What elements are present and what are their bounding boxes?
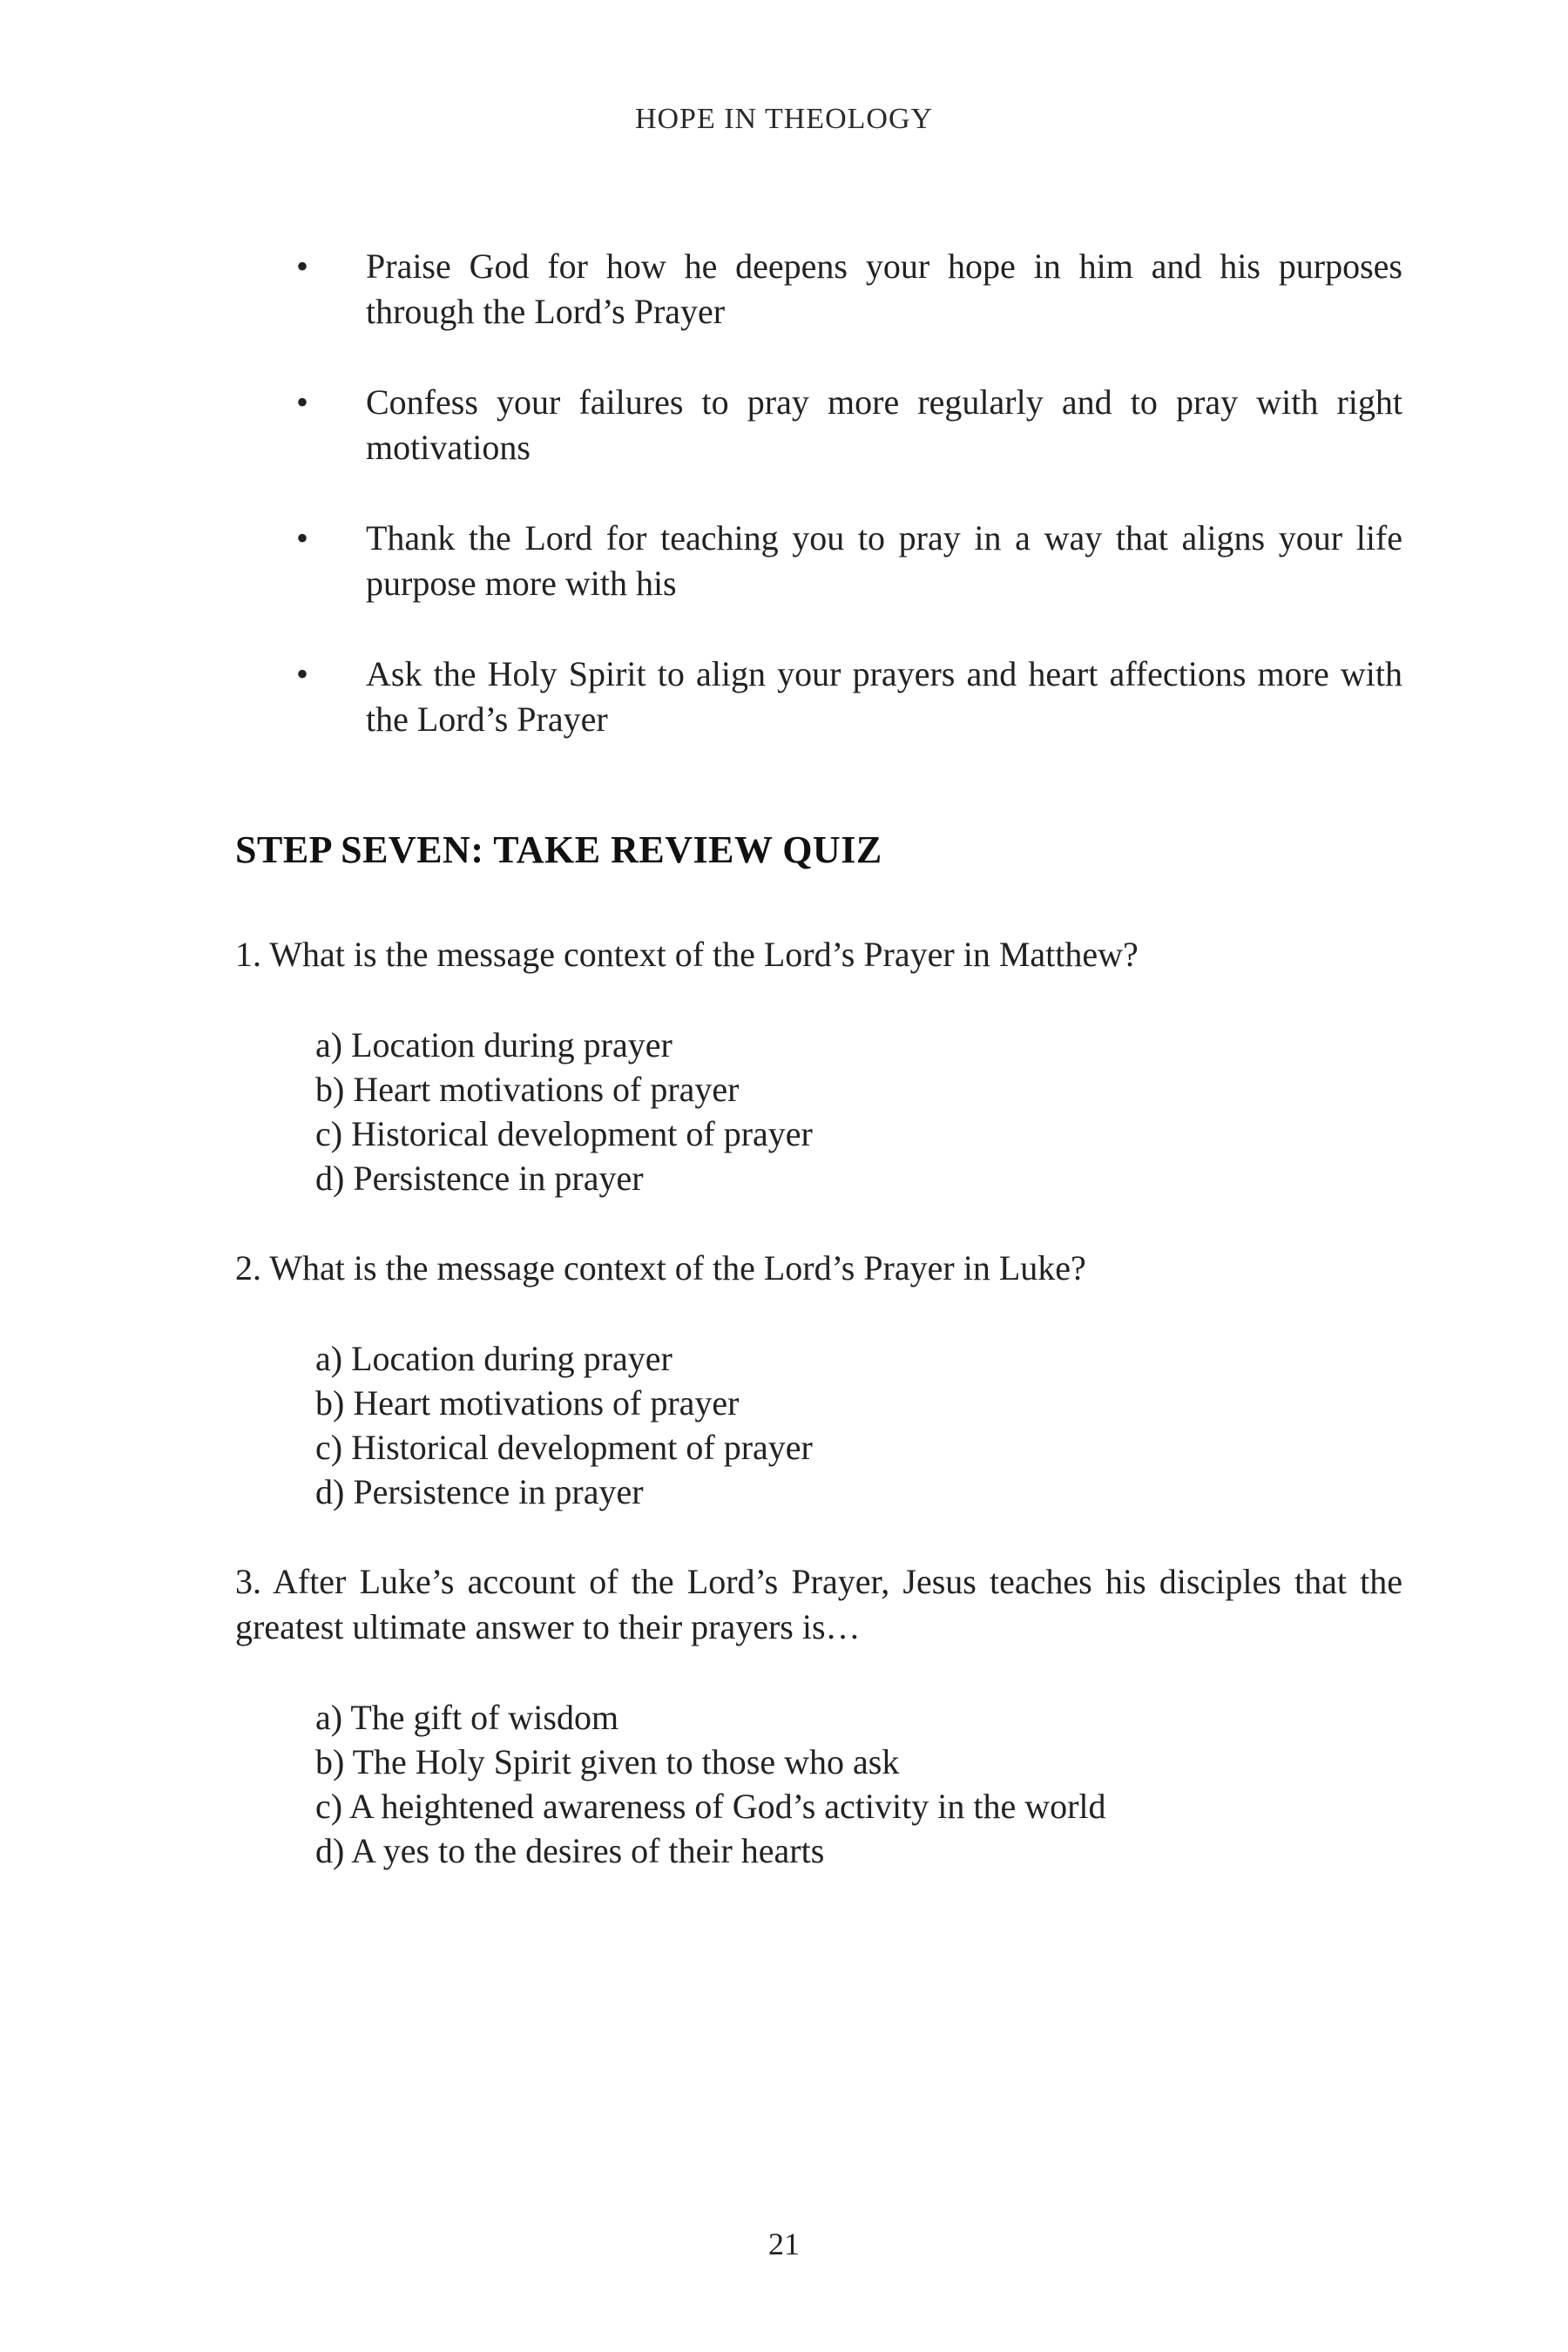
list-item-text: Thank the Lord for teaching you to pray in a way that aligns your life purpose more with his bbox=[366, 518, 1402, 603]
review-quiz bbox=[235, 932, 1402, 1918]
list-item bbox=[296, 380, 1402, 470]
answer-option: d) A yes to the desires of their hearts bbox=[315, 1831, 825, 1870]
bullet-icon: • bbox=[296, 247, 309, 286]
list-item-text: Ask the Holy Spirit to align your prayers and heart affections more with the Lord’s Prayer bbox=[366, 654, 1402, 739]
answer-option: d) Persistence in prayer bbox=[315, 1472, 644, 1511]
section-heading: STEP SEVEN: TAKE REVIEW QUIZ bbox=[235, 828, 882, 871]
answer-options bbox=[235, 1023, 1402, 1200]
answer-option: b) The Holy Spirit given to those who ask bbox=[315, 1742, 900, 1781]
answer-option: c) Historical development of prayer bbox=[315, 1428, 813, 1467]
answer-option: b) Heart motivations of prayer bbox=[315, 1383, 740, 1423]
page-number: 21 bbox=[768, 2227, 800, 2261]
list-item bbox=[296, 244, 1402, 335]
list-item bbox=[296, 652, 1402, 742]
answer-option: c) Historical development of prayer bbox=[315, 1114, 813, 1153]
answer-options bbox=[235, 1695, 1402, 1873]
running-header: HOPE IN THEOLOGY bbox=[634, 103, 934, 135]
list-item-text: Praise God for how he deepens your hope in him and his purposes through the Lord’s Prayer bbox=[366, 247, 1402, 331]
bullet-icon: • bbox=[296, 382, 309, 422]
answer-option: b) Heart motivations of prayer bbox=[315, 1070, 740, 1109]
prayer-points-list bbox=[296, 244, 1402, 787]
quiz-question: 1. What is the message context of the Lord’s Prayer in Matthew? bbox=[235, 935, 1139, 974]
answer-option: d) Persistence in prayer bbox=[315, 1159, 644, 1198]
list-item bbox=[296, 516, 1402, 606]
quiz-question: 2. What is the message context of the Lord’s Prayer in Luke? bbox=[235, 1248, 1086, 1288]
answer-option: a) The gift of wisdom bbox=[315, 1698, 619, 1737]
list-item-text: Confess your failures to pray more regularly and to pray with right motivations bbox=[366, 382, 1402, 467]
answer-option: a) Location during prayer bbox=[315, 1025, 672, 1064]
quiz-question: 3. After Luke’s account of the Lord’s Prayer, Jesus teaches his disciples that the greatest ultimate answer to their prayers is… bbox=[235, 1562, 1402, 1646]
bullet-icon: • bbox=[296, 518, 309, 558]
answer-option: c) A heightened awareness of God’s activity in the world bbox=[315, 1787, 1106, 1826]
bullet-icon: • bbox=[296, 654, 309, 693]
answer-option: a) Location during prayer bbox=[315, 1339, 672, 1378]
answer-options bbox=[235, 1336, 1402, 1514]
